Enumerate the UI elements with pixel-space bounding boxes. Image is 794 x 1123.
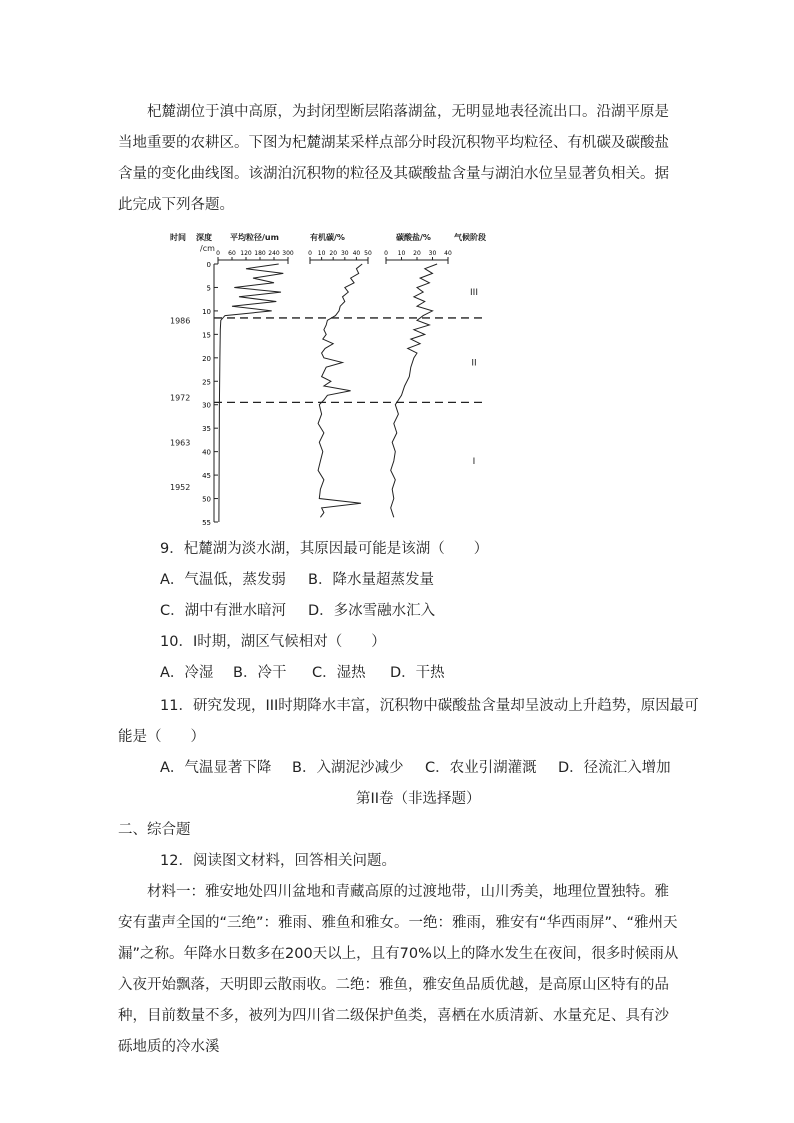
header-depth-unit: /cm xyxy=(200,244,215,253)
carbonate-tick-label: 0 xyxy=(384,250,388,257)
year-label: 1986 xyxy=(170,316,191,326)
header-grain: 平均粒径/um xyxy=(230,233,279,242)
q11-option-d[interactable]: D．径流汇入增加 xyxy=(558,760,671,776)
depth-tick-label: 20 xyxy=(202,354,211,363)
q11-option-c[interactable]: C．农业引湖灌溉 xyxy=(425,760,537,776)
q10-option-a[interactable]: A．冷湿 xyxy=(160,665,214,681)
grain-tick-label: 0 xyxy=(216,250,220,257)
material-one-paragraph: 材料一：雅安地处四川盆地和青藏高原的过渡地带，山川秀美，地理位置独特。雅安有蜚声全国的“三绝”：雅雨、雅鱼和雅女。一绝：雅雨，雅安有“华西雨屏”、“雅州天漏”之称。年降水日数多在200天以上，且有70%以上的降水发生在夜间，很多时候雨从入夜开始飘落，天明即云散雨收。二绝：雅鱼，雅安鱼品质优越，是高原山区特有的品种，目前数量不多，被列为四川省二级保护鱼类，喜栖在水质清新、水量充足、具有沙砾地质的冷水溪 xyxy=(118,884,679,1055)
q10-option-d[interactable]: D．干热 xyxy=(390,665,445,681)
year-label: 1972 xyxy=(170,393,191,403)
grain-line xyxy=(219,264,283,522)
header-depth: 深度 xyxy=(196,233,212,242)
grain-tick-label: 60 xyxy=(228,250,236,257)
grain-tick-label: 240 xyxy=(268,250,280,257)
depth-tick-label: 35 xyxy=(202,425,211,434)
q9-option-a[interactable]: A．气温低，蒸发弱 xyxy=(160,572,286,588)
q11-option-a[interactable]: A．气温显著下降 xyxy=(160,760,272,776)
grain-tick-label: 180 xyxy=(254,250,266,257)
q11-stem-line1: 11．研究发现，III时期降水丰富，沉积物中碳酸盐含量却呈波动上升趋势，原因最可 xyxy=(160,698,699,714)
carbon-tick-label: 50 xyxy=(364,250,372,257)
carbonate-line xyxy=(391,264,437,517)
carbon-tick-label: 20 xyxy=(329,250,338,257)
depth-tick-label: 50 xyxy=(202,495,211,504)
q10-option-c[interactable]: C．湿热 xyxy=(312,665,366,681)
grain-tick-label: 300 xyxy=(282,250,294,257)
q11-stem-line2: 能是（ ） xyxy=(118,729,205,745)
q9-option-d[interactable]: D．多冰雪融水汇入 xyxy=(308,603,436,619)
q9-option-b[interactable]: B．降水量超蒸发量 xyxy=(308,572,434,588)
depth-tick-label: 55 xyxy=(202,519,211,526)
depth-tick-label: 40 xyxy=(202,448,211,457)
sediment-chart xyxy=(160,226,500,526)
depth-tick-label: 15 xyxy=(202,331,211,340)
section-heading: 二、综合题 xyxy=(118,822,191,838)
carbon-tick-label: 30 xyxy=(340,250,349,257)
header-carbonate: 碳酸盐/% xyxy=(396,233,431,242)
section-title: 第II卷（非选择题） xyxy=(356,791,481,807)
depth-tick-label: 10 xyxy=(202,307,211,316)
carbonate-tick-label: 30 xyxy=(428,250,437,257)
q9-option-c[interactable]: C．湖中有泄水暗河 xyxy=(160,603,287,619)
depth-tick-label: 0 xyxy=(206,261,211,269)
header-time: 时间 xyxy=(170,233,186,242)
header-carbon: 有机碳/% xyxy=(310,233,345,242)
q9-stem: 9．杞麓湖为淡水湖，其原因最可能是该湖（ ） xyxy=(160,541,489,557)
depth-tick-label: 25 xyxy=(202,378,211,387)
year-label: 1952 xyxy=(170,482,191,492)
depth-tick-label: 5 xyxy=(206,284,211,293)
q12-stem: 12．阅读图文材料，回答相关问题。 xyxy=(160,853,396,869)
carbonate-tick-label: 10 xyxy=(397,250,406,257)
header-stage: 气候阶段 xyxy=(454,233,486,242)
carbonate-tick-label: 20 xyxy=(413,250,421,257)
intro-paragraph: 杞麓湖位于滇中高原，为封闭型断层陷落湖盆，无明显地表径流出口。沿湖平原是当地重要的农耕区。下图为杞麓湖某采样点部分时段沉积物平均粒径、有机碳及碳酸盐含量的变化曲线图。该湖泊沉积物的粒径及其碳酸盐含量与湖泊水位呈显著负相关。据此完成下列各题。 xyxy=(118,104,669,213)
q10-option-b[interactable]: B．冷干 xyxy=(233,665,287,681)
carbonate-tick-label: 40 xyxy=(444,250,452,257)
stage-label: II xyxy=(471,358,477,369)
year-label: 1963 xyxy=(170,438,191,448)
depth-tick-label: 45 xyxy=(202,472,211,481)
carbon-tick-label: 40 xyxy=(352,250,361,257)
depth-tick-label: 30 xyxy=(202,401,211,410)
grain-tick-label: 120 xyxy=(240,250,252,257)
carbon-tick-label: 10 xyxy=(317,250,326,257)
q11-option-b[interactable]: B．入湖泥沙减少 xyxy=(292,760,404,776)
carbon-tick-label: 0 xyxy=(308,250,312,257)
stage-label: I xyxy=(472,457,476,468)
carbon-line xyxy=(318,264,362,517)
q10-stem: 10．I时期，湖区气候相对（ ） xyxy=(160,634,386,650)
stage-label: III xyxy=(470,288,478,299)
